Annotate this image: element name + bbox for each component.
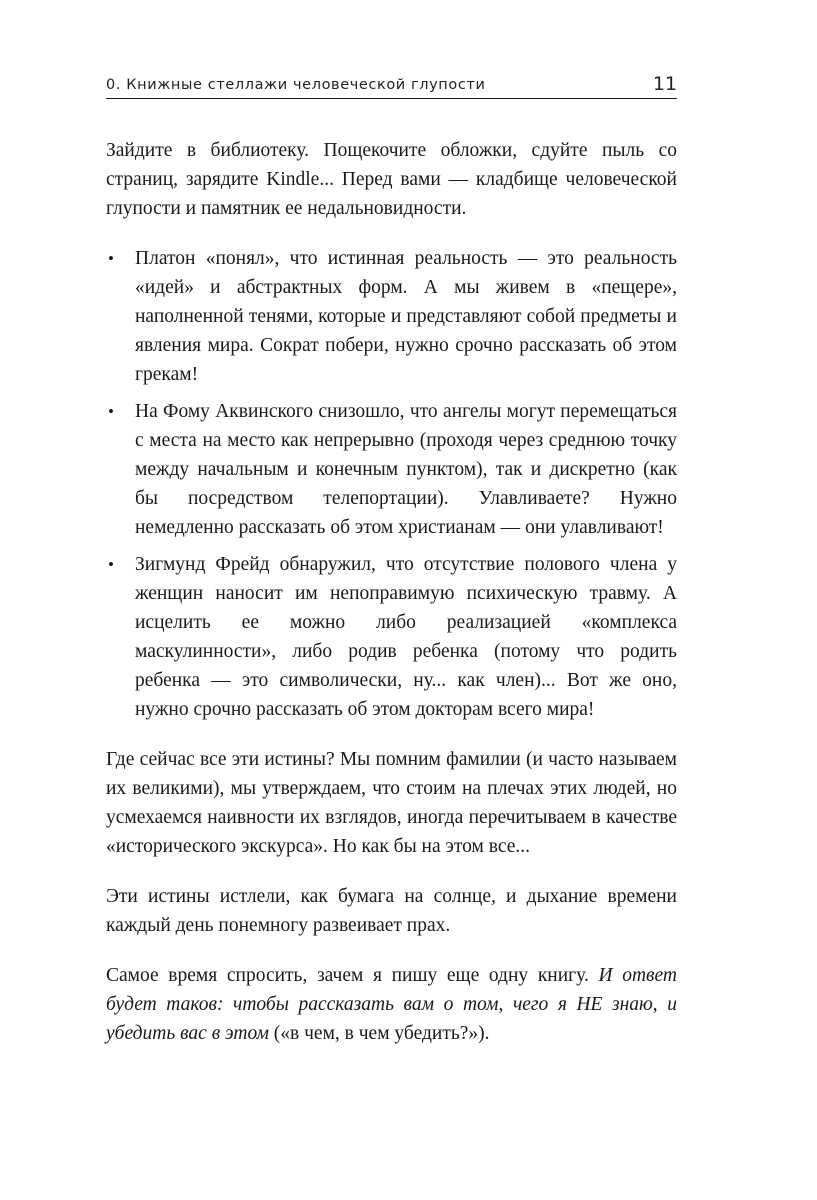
running-title: 0. Книжные стеллажи человеческой глупости (106, 77, 486, 93)
bullet-list (106, 244, 677, 724)
bullet-text: Зигмунд Фрейд обнаружил, что отсутствие полового члена у женщин наносит им непоправимую психическую травму. А исцелить ее можно либо реализацией «комплекса маскулинности», либо родив ребенка (потому что родить ребенка — это символически, ну... как член)... Вот же оно, нужно срочно рассказать об этом докторам всего мира! (135, 554, 677, 720)
bullet-text: Платон «понял», что истинная реальность — это реальность «идей» и абстрактных форм. А мы живем в «пещере», наполненной тенями, которые и представляют собой предметы и явления мира. Сократ побери, нужно срочно рассказать об этом грекам! (135, 248, 677, 385)
running-header (106, 68, 677, 99)
bullet-text: На Фому Аквинского снизошло, что ангелы могут перемещаться с места на место как непрерывно (проходя через среднюю точку между начальным и конечным пунктом), так и дискретно (как бы посредством телепортации). Улавливаете? Нужно немедленно рассказать об этом христианам — они улавливают! (135, 401, 677, 538)
bullet-icon: • (108, 249, 114, 268)
paragraph-truths: Где сейчас все эти истины? Мы помним фамилии (и часто называем их великими), мы утверждаем, что стоим на плечах этих людей, но усмехаемся наивности их взглядов, иногда перечитываем в качестве «исторического экскурса». Но как бы на этом все... (106, 749, 677, 857)
paragraph-why-book-start: Самое время спросить, зачем я пишу еще одну книгу. (106, 965, 599, 986)
page-body (106, 136, 677, 1069)
bullet-icon: • (108, 402, 114, 421)
page-number: 11 (652, 73, 677, 95)
paragraph-why-book-italic: И ответ будет таков: чтобы рассказать вам о том, чего я НЕ знаю, и убедить вас в этом (106, 965, 677, 1044)
bullet-item-aquinas (106, 397, 677, 542)
paragraph-why-book-end: («в чем, в чем убедить?»). (268, 1023, 490, 1044)
paragraph-decay: Эти истины истлели, как бумага на солнце, и дыхание времени каждый день понемногу развеивает прах. (106, 886, 677, 936)
intro-paragraph: Зайдите в библиотеку. Пощекочите обложки, сдуйте пыль со страниц, зарядите Kindle... Перед вами — кладбище человеческой глупости и памятник ее недальновидности. (106, 140, 677, 219)
paragraph-why-book (106, 961, 677, 1048)
bullet-item-plato (106, 244, 677, 389)
bullet-icon: • (108, 555, 114, 574)
bullet-item-freud (106, 550, 677, 724)
